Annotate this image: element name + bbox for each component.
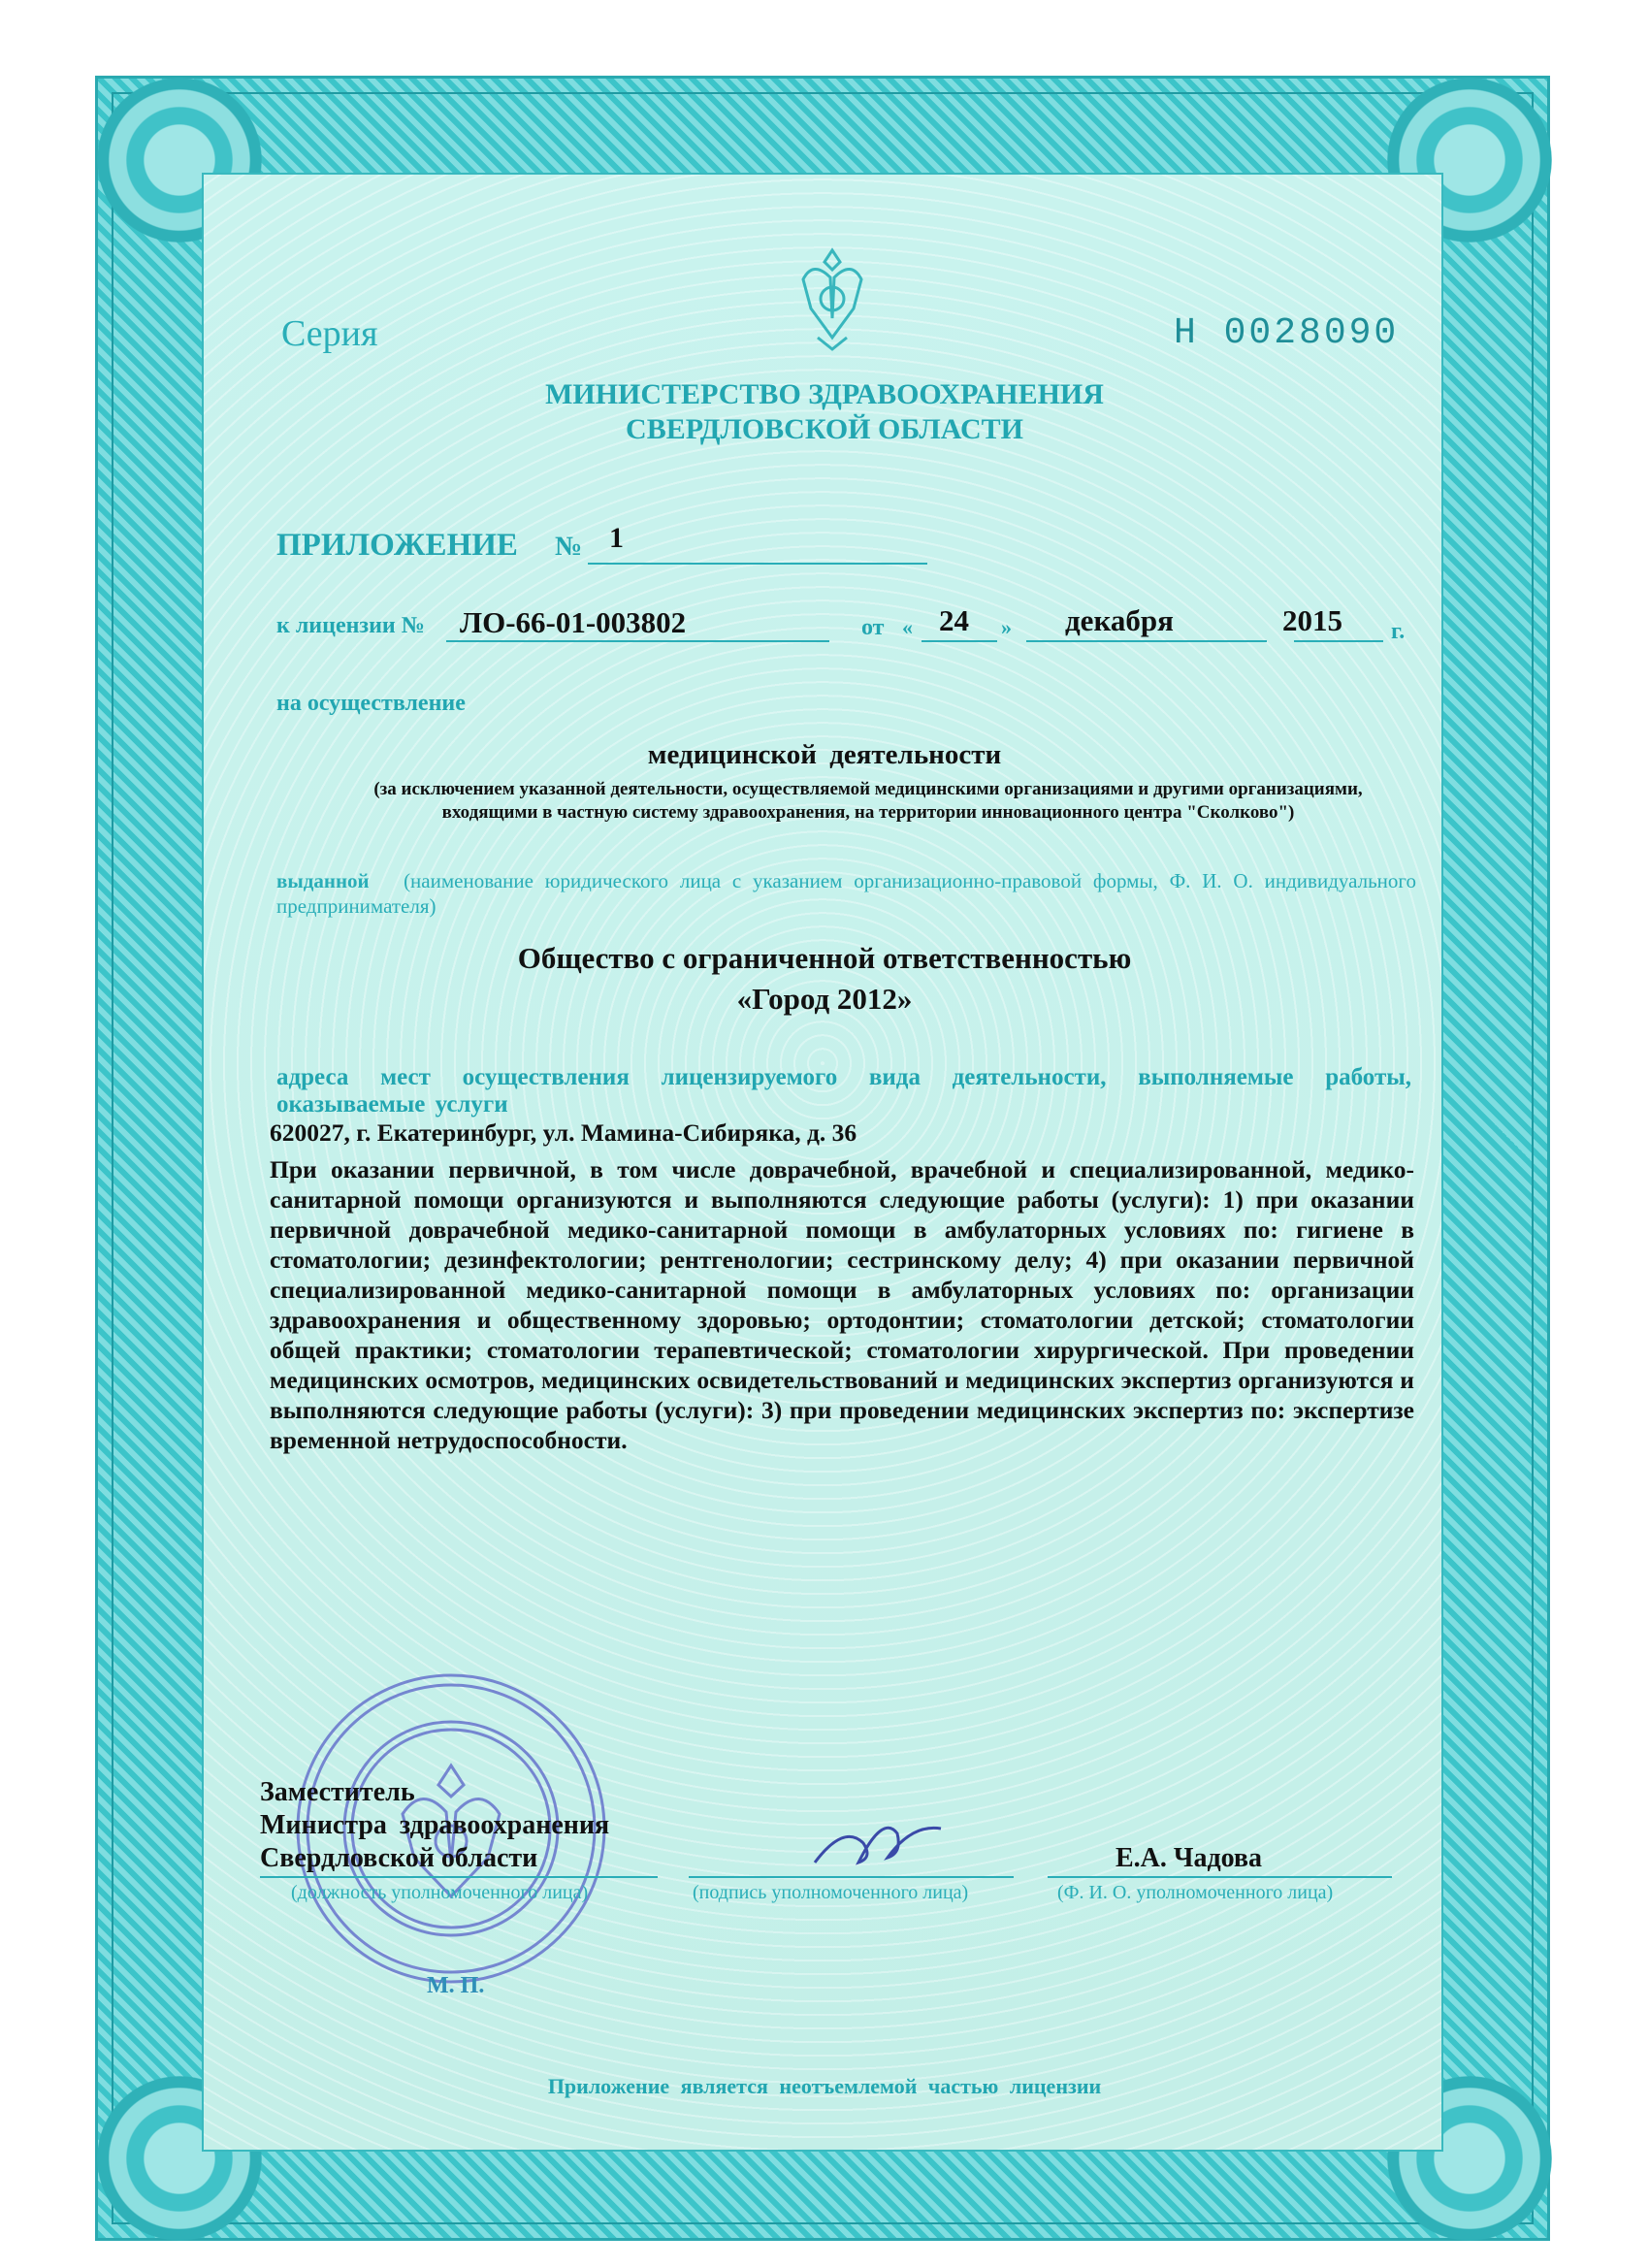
address-line: 620027, г. Екатеринбург, ул. Мамина-Сибиряка, д. 36	[270, 1118, 857, 1147]
organization-name-line1: Общество с ограниченной ответственностью	[517, 941, 1132, 975]
signatory-position-line2: Министра здравоохранения	[260, 1810, 610, 1840]
services-text: При оказании первичной, в том числе доврачебной, врачебной и специализированной, медико-санитарной помощи организуются и выполняются следующие работы (услуги): 1) при оказании первичной доврачебной медико-санитарной помощи в амбулаторных условиях по: гигиене в стоматологии; дезинфектологии; рентгенологии; сестринскому делу; 4) при оказании первичной специализированной медико-санитарной помощи в амбулаторных условиях по: организации здравоохранения и общественному здоровью; ортодонтии; стоматологии детской; стоматологии общей практики; стоматологии терапевтической; стоматологии хирургической. При проведении медицинских осмотров, медицинских освидетельствований и медицинских экспертиз организуются и выполняются следующие работы (услуги): 3) при проведении медицинских экспертиз по: экспертизе временной нетрудоспособности.	[270, 1155, 1414, 1454]
position-hint: (должность уполномоченного лица)	[291, 1882, 589, 1903]
series-number: Н 0028090	[1174, 312, 1400, 354]
signatory-name: Е.А. Чадова	[1116, 1843, 1263, 1873]
signatory-position-line1: Заместитель	[260, 1777, 415, 1807]
activity-note: (за исключением указанной деятельности, осуществляемой медицинскими организациями и другими организациями, входящими в частную систему здравоохранения, на территории инновационного центра "Сколково")	[373, 779, 1363, 823]
issued-label: выданной	[276, 869, 370, 892]
year-suffix: г.	[1391, 619, 1406, 644]
issued-block	[276, 868, 1416, 919]
quote-open: «	[902, 615, 913, 639]
ministry-name-line2: СВЕРДЛОВСКОЙ ОБЛАСТИ	[626, 413, 1023, 445]
signatory-position-line3: Свердловской области	[260, 1843, 538, 1873]
coat-of-arms-icon	[784, 241, 881, 357]
signature-hint: (подпись уполномоченного лица)	[693, 1882, 969, 1903]
signature-line	[689, 1876, 1014, 1878]
footer-note: Приложение является неотъемлемой частью лицензии	[547, 2074, 1102, 2098]
year-line	[1294, 640, 1383, 642]
license-year: 2015	[1282, 603, 1342, 637]
organization-name-line2: «Город 2012»	[736, 982, 913, 1016]
license-number-line	[446, 640, 829, 642]
license-from-label: от	[861, 615, 885, 640]
handwritten-signature-icon	[805, 1804, 951, 1882]
name-hint: (Ф. И. О. уполномоченного лица)	[1057, 1882, 1334, 1903]
series-label: Серия	[281, 313, 378, 354]
activity-name: медицинской деятельности	[647, 739, 1002, 770]
license-day: 24	[939, 603, 969, 637]
appendix-number-sign: №	[555, 532, 583, 562]
addresses-label: адреса мест осуществления лицензируемого вида деятельности, выполняемые работы, оказываемые услуги	[276, 1064, 1411, 1118]
appendix-title: ПРИЛОЖЕНИЕ	[276, 528, 518, 563]
license-number: ЛО-66-01-003802	[460, 605, 687, 639]
seal-label: М. П.	[427, 1973, 485, 1998]
license-month: декабря	[1065, 603, 1174, 637]
issued-hint: (наименование юридического лица с указанием организационно-правовой формы, Ф. И. О. индивидуального предпринимателя)	[276, 869, 1416, 918]
activity-label: на осуществление	[276, 691, 466, 716]
appendix-number: 1	[609, 522, 624, 554]
day-line	[922, 640, 997, 642]
position-line	[260, 1876, 658, 1878]
month-line	[1026, 640, 1267, 642]
ministry-name-line1: МИНИСТЕРСТВО ЗДРАВООХРАНЕНИЯ	[545, 378, 1104, 410]
quote-close: »	[1001, 615, 1012, 639]
appendix-number-line	[588, 563, 927, 565]
name-line	[1048, 1876, 1392, 1878]
license-prefix: к лицензии №	[276, 613, 425, 638]
